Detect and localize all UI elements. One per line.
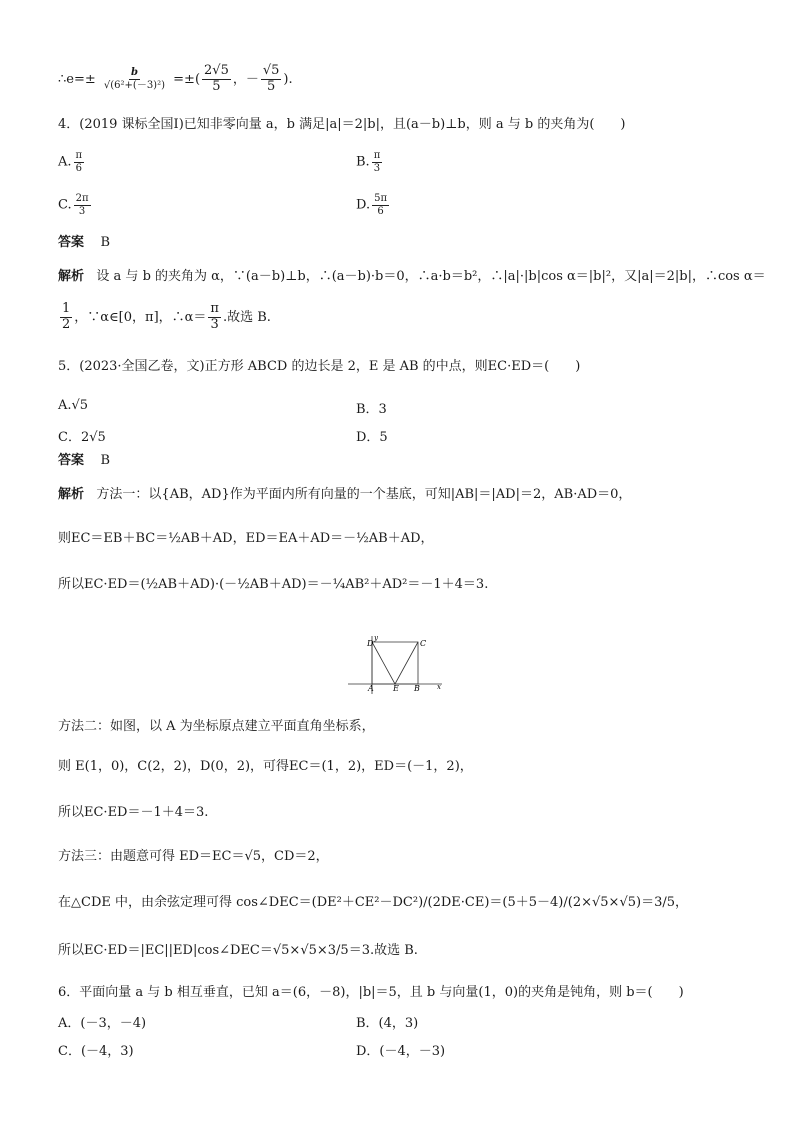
- frac-den: 6: [75, 162, 82, 174]
- e-frac-den: √(6²+(－3)²): [103, 79, 165, 91]
- label-e: E: [393, 684, 399, 693]
- e-first-num: 2√5: [204, 63, 229, 78]
- label-d: D: [367, 639, 374, 648]
- square-coordinate-diagram: [346, 634, 446, 696]
- q4-analysis-line1: [58, 270, 766, 283]
- q4-option-b: [356, 150, 384, 174]
- q5-option-c: C．2√5: [58, 430, 106, 445]
- e-second: [261, 64, 282, 95]
- q5-stem: 5．(2023·全国乙卷，文)正方形 ABCD 的边长是 2，E 是 AB 的中点，则EC·ED＝( ): [58, 359, 581, 374]
- alpha-frac: [208, 302, 221, 333]
- q5-answer: [58, 454, 110, 467]
- q6-stem: 6．平面向量 a 与 b 相互垂直，已知 a＝(6，－8)，|b|＝5，且 b 与向量(1，0)的夹角是钝角，则 b＝( ): [58, 985, 684, 1000]
- q5-option-a: A.√5: [58, 398, 89, 413]
- q6-option-c: C．(－4，3): [58, 1044, 134, 1059]
- eccentricity-line: ∴e=± $\frac{b}{\text{√(6²+(－3)²)}}$ =±( $\frac{2√5}{5}$ ，－ $\frac{√5}{5}$ ).: [58, 63, 293, 94]
- label-b: B: [414, 684, 420, 693]
- analysis-text: 方法一：以{AB，AD}作为平面内所有向量的一个基底，可知|AB|＝|AD|＝2，AB·AD＝0，: [96, 487, 632, 502]
- answer-value: B: [100, 235, 111, 250]
- q6-option-a: A．(－3，－4): [58, 1016, 147, 1031]
- frac-num: π: [75, 150, 83, 161]
- q5-method1-line3: 所以EC·ED＝(½AB＋AD)·(－½AB＋AD)＝－¼AB²＋AD²＝－1＋4＝3.: [58, 577, 489, 592]
- q5-method3-line3: 所以EC·ED＝|EC||ED|cos∠DEC＝√5×√5×3/5＝3.故选 B.: [58, 943, 418, 958]
- label-x: x: [437, 683, 441, 691]
- option-label: D.: [356, 197, 371, 213]
- e-second-den: 5: [267, 78, 276, 94]
- answer-value: B: [100, 453, 111, 468]
- option-frac: [372, 150, 383, 174]
- frac-num: 2π: [75, 193, 89, 204]
- e-frac-num: b: [130, 67, 138, 79]
- q4-option-a: [58, 150, 86, 174]
- label-y: y: [374, 634, 378, 642]
- q5-method2-line2: 则 E(1，0)，C(2，2)，D(0，2)，可得EC＝(1，2)，ED＝(－1，2)，: [58, 759, 473, 774]
- e-prefix: ∴e=±: [58, 71, 96, 87]
- frac-den: 3: [78, 205, 86, 217]
- frac-num: 5π: [374, 193, 388, 204]
- frac-den: 3: [373, 162, 381, 174]
- triangle-dec: [372, 642, 418, 684]
- option-frac: [74, 150, 85, 174]
- e-eq: =±: [173, 71, 195, 87]
- q6-option-b: B．(4，3): [356, 1016, 419, 1031]
- q5-method2-line1: 方法二：如图，以 A 为坐标原点建立平面直角坐标系，: [58, 719, 375, 734]
- frac-num: π: [373, 150, 381, 161]
- option-frac: [372, 193, 389, 217]
- q4-analysis-line2: [58, 302, 271, 333]
- answer-label: 答案: [58, 235, 85, 250]
- option-label: B.: [356, 154, 370, 170]
- analysis-text: 设 a 与 b 的夹角为 α，∵(a－b)⊥b，∴(a－b)·b＝0，∴a·b＝b²，∴|a|·|b|cos α＝|b|²，又|a|＝2|b|，∴cos α＝: [96, 269, 766, 284]
- q5-method1-line1: [58, 488, 631, 501]
- analysis-text: .故选 B.: [222, 309, 271, 325]
- half-den: 2: [62, 316, 71, 332]
- e-first-den: 5: [212, 78, 221, 94]
- alpha-num: π: [210, 301, 219, 316]
- answer-label: 答案: [58, 453, 85, 468]
- frac-den: 6: [377, 205, 384, 217]
- alpha-den: 3: [210, 316, 219, 332]
- analysis-label: 解析: [58, 487, 85, 502]
- option-frac: [74, 193, 91, 217]
- q5-option-b: B．3: [356, 402, 387, 417]
- analysis-text: ，∵α∈[0，π]，∴α＝: [74, 309, 207, 325]
- q5-method3-line1: 方法三：由题意可得 ED＝EC＝√5，CD＝2，: [58, 849, 329, 864]
- q4-option-c: [58, 193, 93, 217]
- q4-stem: 4．(2019 课标全国Ⅰ)已知非零向量 a，b 满足|a|＝2|b|，且(a－b)⊥b，则 a 与 b 的夹角为( ): [58, 117, 626, 132]
- square-abcd: [372, 642, 418, 684]
- e-fraction: [102, 67, 167, 91]
- q4-option-d: [356, 193, 391, 217]
- e-first: [202, 64, 231, 95]
- q6-option-d: D．(－4，－3): [356, 1044, 446, 1059]
- q5-method2-line3: 所以EC·ED＝－1＋4＝3.: [58, 805, 209, 820]
- option-label: A.: [58, 154, 72, 170]
- option-label: C.: [58, 197, 72, 213]
- half-frac: [60, 302, 72, 333]
- q4-answer: [58, 236, 110, 249]
- label-c: C: [420, 639, 427, 648]
- q5-method3-line2: 在△CDE 中，由余弦定理可得 cos∠DEC＝(DE²＋CE²－DC²)/(2DE·CE)＝(5＋5－4)/(2×√5×√5)＝3/5，: [58, 895, 688, 910]
- q5-option-d: D．5: [356, 430, 388, 445]
- e-second-num: √5: [262, 63, 280, 78]
- analysis-label: 解析: [58, 269, 85, 284]
- q5-method1-line2: 则EC＝EB＋BC＝½AB＋AD，ED＝EA＋AD＝－½AB＋AD，: [58, 531, 434, 546]
- label-a: A: [368, 684, 374, 693]
- half-num: 1: [62, 301, 71, 316]
